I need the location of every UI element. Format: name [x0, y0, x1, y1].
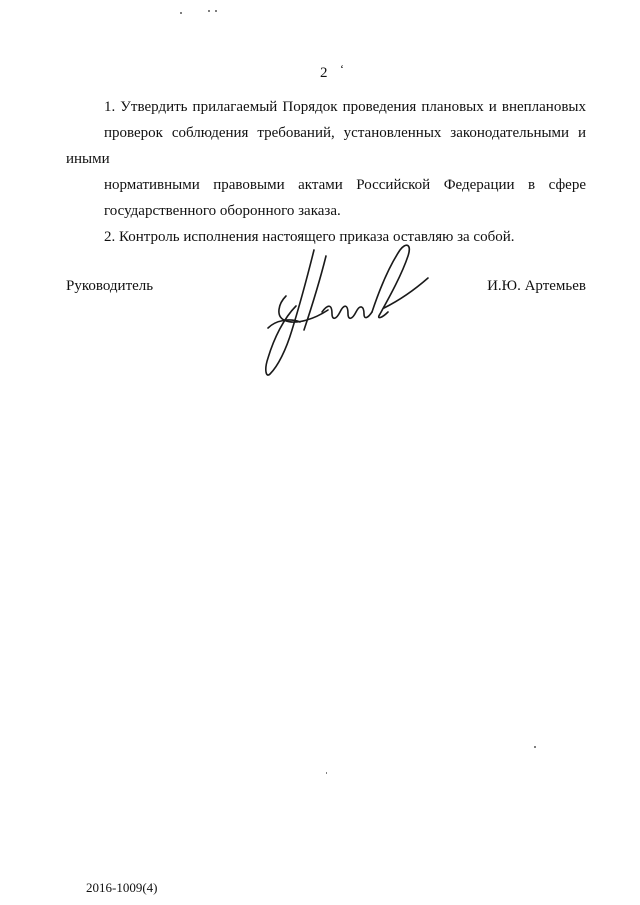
page-mark: ‘	[340, 62, 344, 76]
document-body	[66, 94, 586, 250]
paragraph-1-line-2: проверок соблюдения требований, установленных законодательными и иными	[66, 125, 586, 167]
paragraph-2-line-1: 2. Контроль исполнения настоящего приказа оставляю за собой.	[104, 229, 515, 245]
paragraph-1	[66, 94, 586, 224]
paragraph-1-line-3: нормативными правовыми актами Российской Федерации в сфере	[104, 177, 586, 193]
scan-speck	[180, 12, 182, 14]
handwritten-signature	[256, 234, 446, 380]
paragraph-1-line-1: 1. Утвердить прилагаемый Порядок проведения плановых и внеплановых	[104, 99, 586, 115]
page-number: 2	[320, 65, 328, 81]
position-title: Руководитель	[66, 278, 154, 294]
paragraph-1-line-4: государственного оборонного заказа.	[104, 203, 341, 219]
scan-speck	[534, 746, 536, 748]
scan-speck	[208, 10, 210, 12]
document-code: 2016-1009(4)	[86, 880, 158, 895]
signer-name: И.Ю. Артемьев	[487, 278, 586, 294]
scan-speck	[215, 10, 217, 12]
scan-speck	[326, 772, 327, 774]
